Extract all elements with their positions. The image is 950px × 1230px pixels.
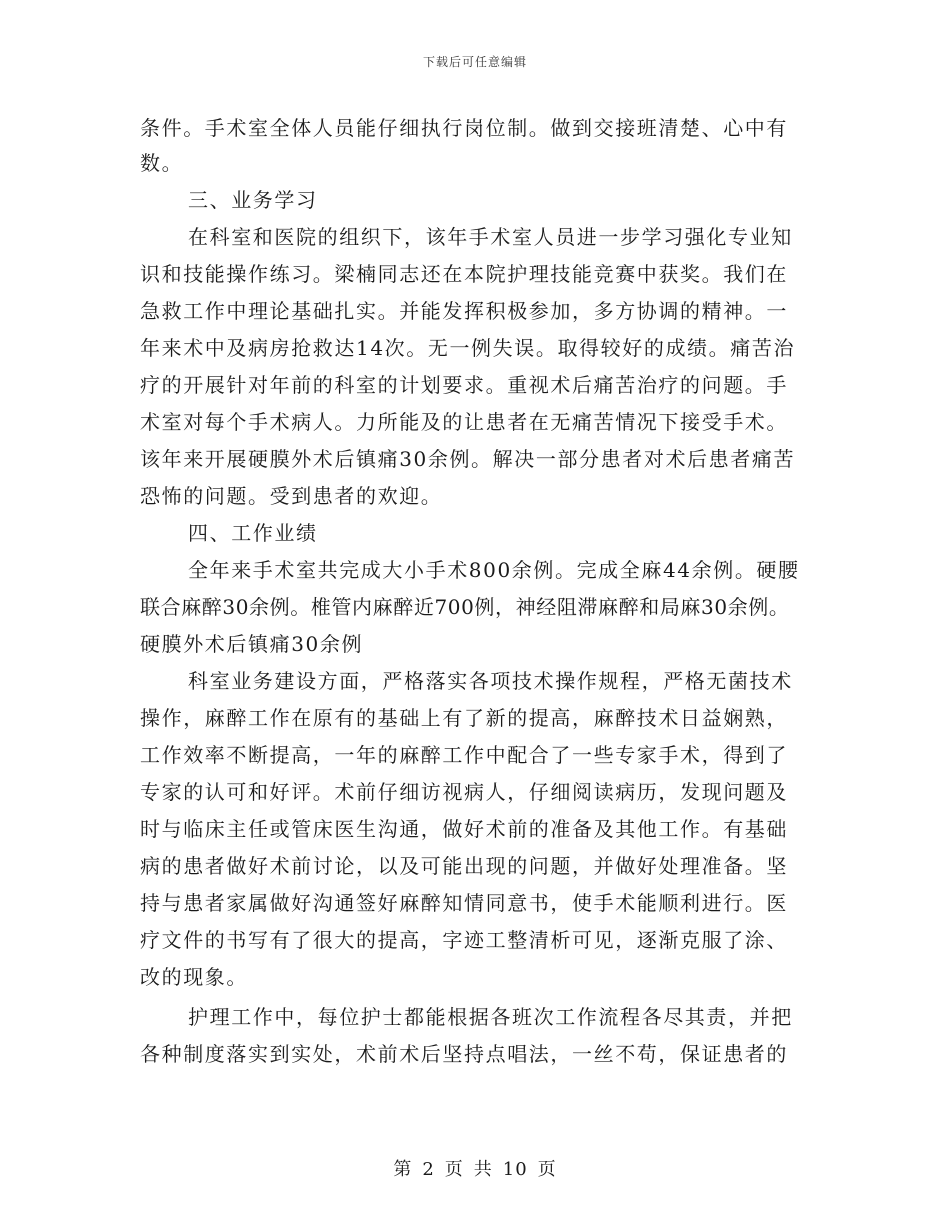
body-line: 年来术中及病房抢救达14次。无一例失误。取得较好的成绩。痛苦治 [140, 336, 796, 360]
body-line: 急救工作中理论基础扎实。并能发挥积极参加，多方协调的精神。一 [140, 299, 788, 323]
body-line: 识和技能操作练习。梁楠同志还在本院护理技能竞赛中获奖。我们在 [140, 262, 788, 286]
body-line: 专家的认可和好评。术前仔细访视病人，仔细阅读病历，发现问题及 [140, 780, 788, 804]
footer-page-number: 2 [422, 1159, 435, 1180]
body-line: 硬膜外术后镇痛30余例 [140, 632, 364, 656]
body-line: 条件。手术室全体人员能仔细执行岗位制。做到交接班清楚、心中有 [140, 116, 788, 140]
body-line: 改的现象。 [140, 965, 248, 989]
body-line: 该年来开展硬膜外术后镇痛30余例。解决一部分患者对术后患者痛苦 [140, 447, 796, 471]
body-line: 术室对每个手术病人。力所能及的让患者在无痛苦情况下接受手术。 [140, 410, 788, 434]
body-line: 护理工作中，每位护士都能根据各班次工作流程各尽其责，并把 [188, 1005, 793, 1029]
footer-total-pages: 10 [502, 1159, 528, 1180]
footer-page-word: 页 [444, 1159, 464, 1180]
section-heading: 四、工作业绩 [188, 521, 318, 545]
footer-prefix: 第 [393, 1159, 413, 1180]
body-line: 持与患者家属做好沟通签好麻醉知情同意书，使手术能顺利进行。医 [140, 891, 788, 915]
section-heading: 三、业务学习 [188, 188, 318, 212]
body-line: 全年来手术室共完成大小手术800余例。完成全麻44余例。硬腰 [188, 558, 800, 582]
body-line: 联合麻醉30余例。椎管内麻醉近700例，神经阻滞麻醉和局麻30余例。 [140, 595, 790, 619]
body-line: 时与临床主任或管床医生沟通，做好术前的准备及其他工作。有基础 [140, 817, 788, 841]
body-line: 恐怖的问题。受到患者的欢迎。 [140, 484, 443, 508]
body-line: 各种制度落实到实处，术前术后坚持点唱法，一丝不苟，保证患者的 [140, 1042, 788, 1066]
footer-suffix: 页 [537, 1159, 557, 1180]
body-line: 操作，麻醉工作在原有的基础上有了新的提高，麻醉技术日益娴熟， [140, 706, 788, 730]
body-line: 病的患者做好术前讨论，以及可能出现的问题，并做好处理准备。坚 [140, 854, 788, 878]
body-line: 疗文件的书写有了很大的提高，字迹工整清析可见，逐渐克服了涂、 [140, 928, 788, 952]
body-line: 数。 [140, 151, 184, 175]
footer-total-label: 共 [473, 1159, 493, 1180]
body-line: 工作效率不断提高，一年的麻醉工作中配合了一些专家手术，得到了 [140, 743, 788, 767]
body-line: 疗的开展针对年前的科室的计划要求。重视术后痛苦治疗的问题。手 [140, 373, 788, 397]
page-footer [0, 1155, 950, 1181]
header-note: 下载后可任意编辑 [422, 55, 527, 69]
body-line: 科室业务建设方面，严格落实各项技术操作规程，严格无菌技术 [188, 669, 793, 693]
body-line: 在科室和医院的组织下，该年手术室人员进一步学习强化专业知 [188, 225, 793, 249]
